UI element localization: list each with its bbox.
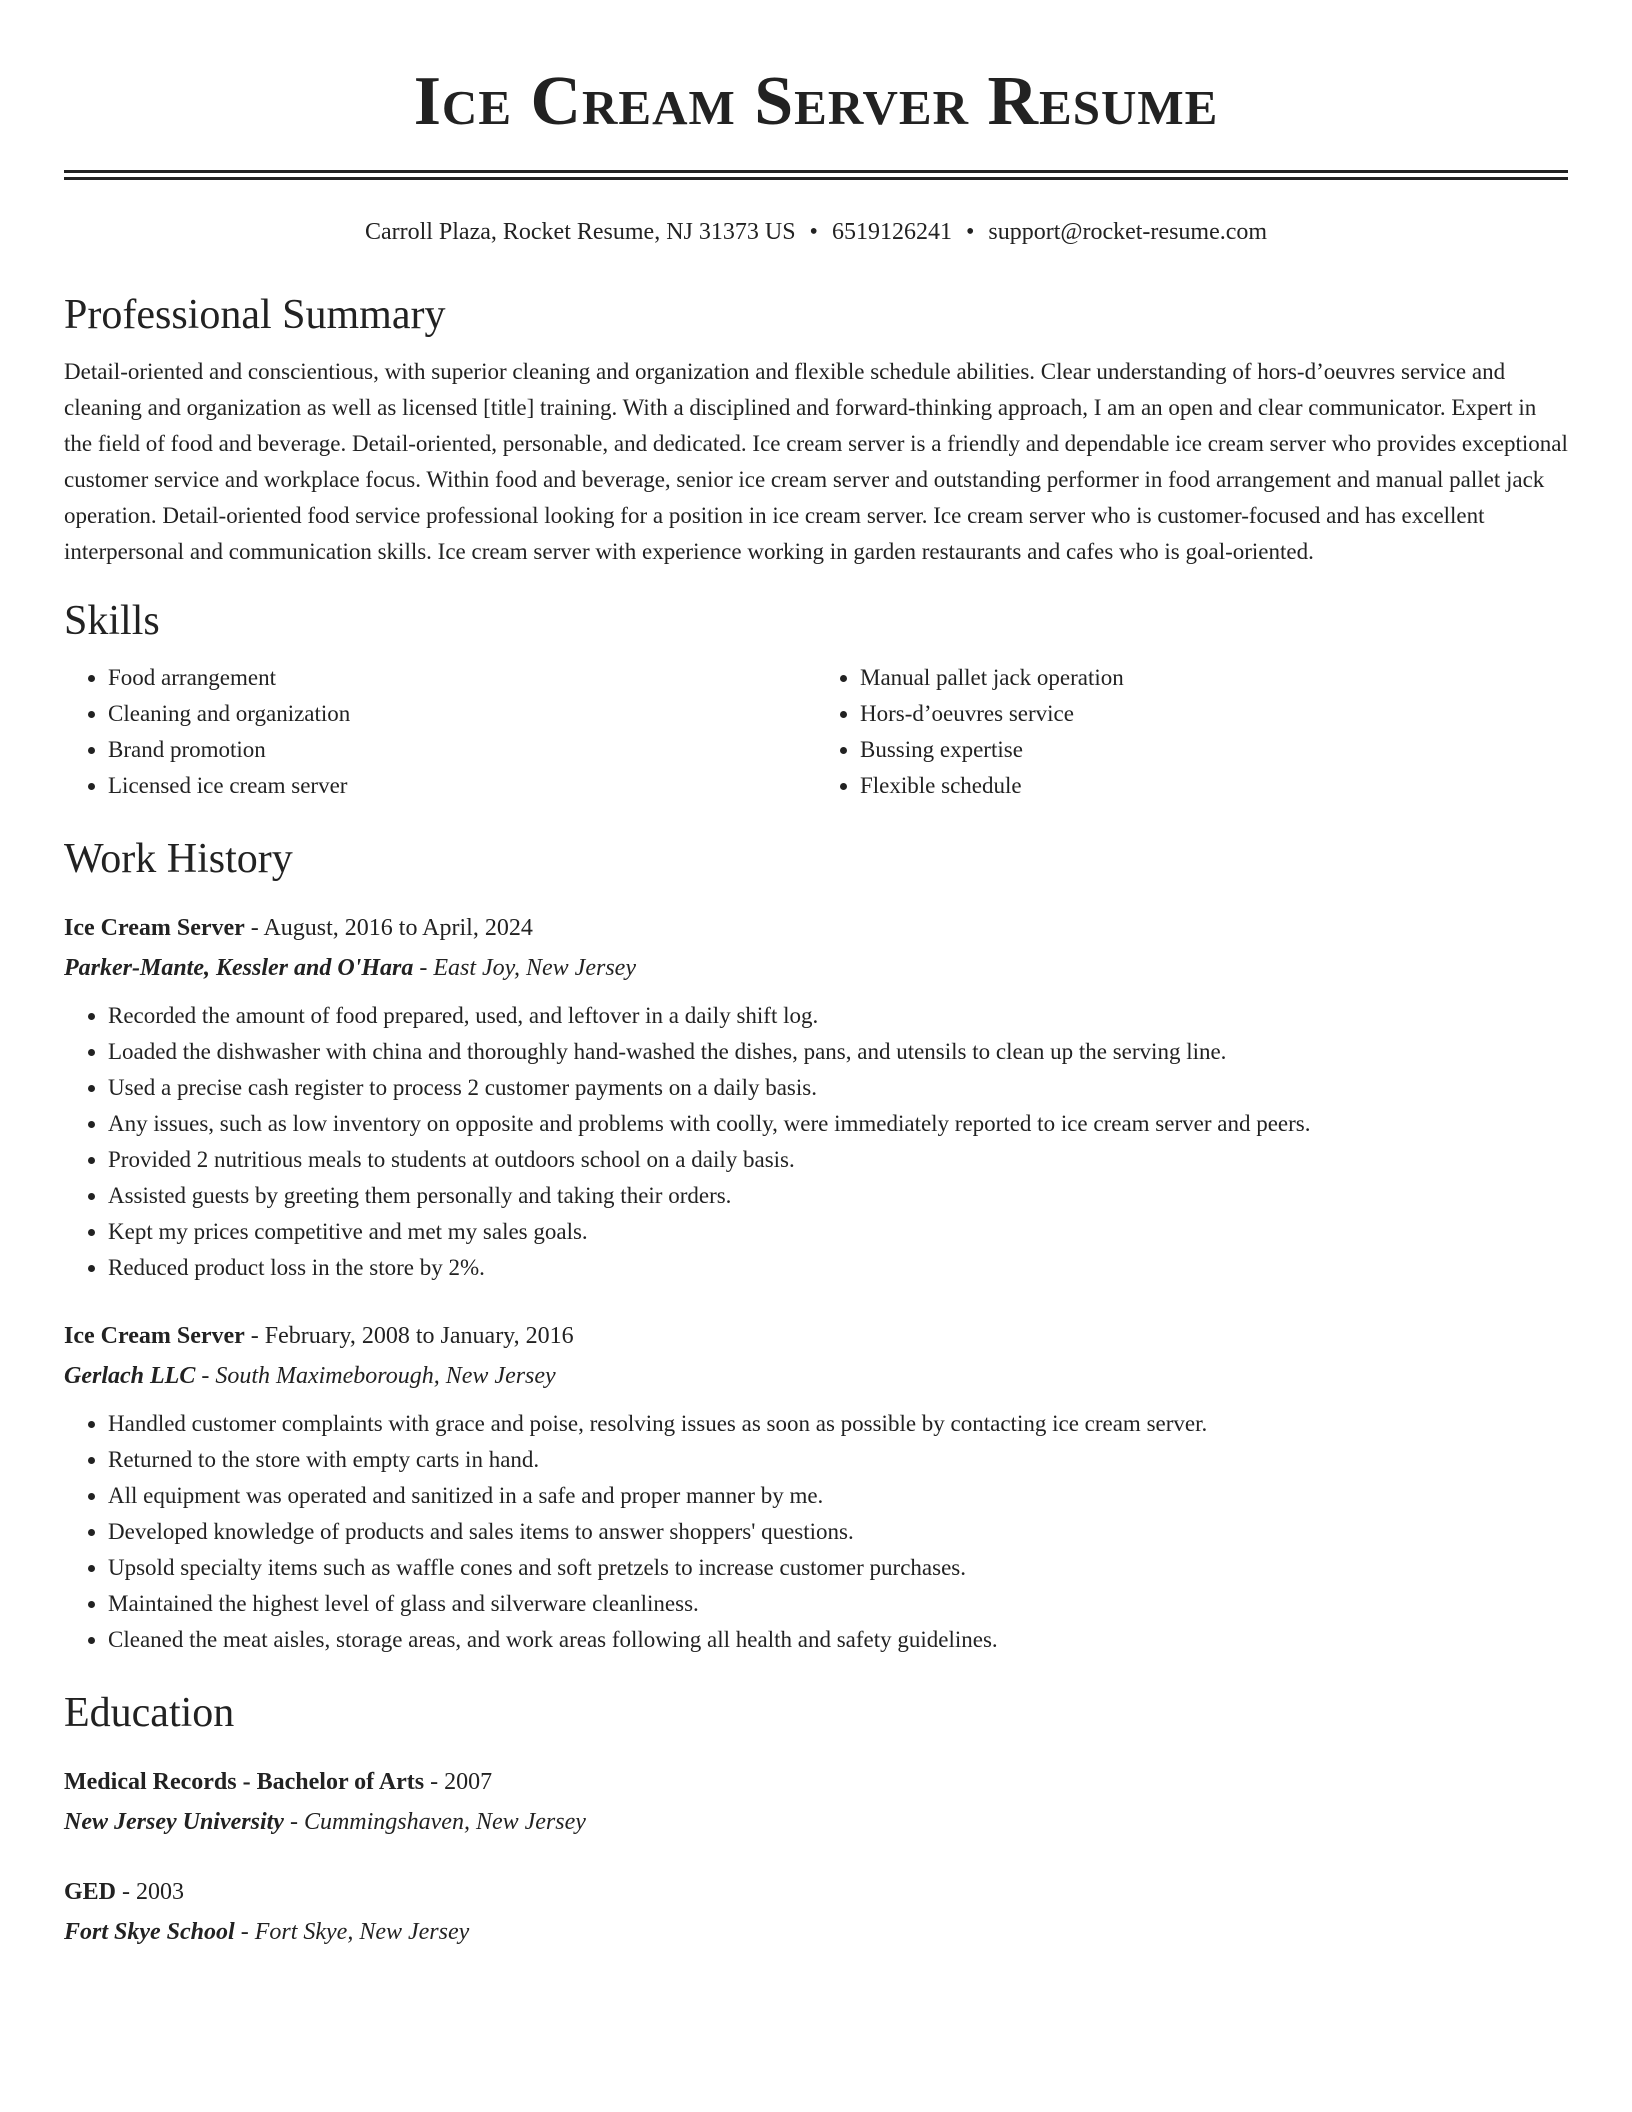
education-school-line: New Jersey University - Cummingshaven, New Jersey [64,1809,586,1835]
skill-item: • Bussing expertise [860,732,1568,768]
work-history-heading: Work History [64,836,293,882]
skill-item: • Cleaning and organization [108,696,816,732]
skill-item: • Licensed ice cream server [108,768,816,804]
contact-phone[interactable]: 6519126241 [831,219,952,245]
job-company: Gerlach LLC [64,1363,196,1389]
education-degree-line: Medical Records - Bachelor of Arts - 2007 [64,1769,493,1795]
job-duty-item: • Kept my prices competitive and met my sales goals. [108,1214,1568,1250]
job-duty-item: • Upsold specialty items such as waffle cones and soft pretzels to increase customer purchases. [108,1550,1568,1586]
summary-section [64,286,1568,570]
job-duty-item: • All equipment was operated and sanitized in a safe and proper manner by me. [108,1478,1568,1514]
education-degree-line: GED - 2003 [64,1879,185,1905]
bullet-separator: • [809,219,818,245]
education-year: 2007 [444,1769,493,1795]
skill-item: • Food arrangement [108,660,816,696]
education-school: Fort Skye School [64,1919,235,1945]
job-duty-item: • Maintained the highest level of glass and silverware cleanliness. [108,1586,1568,1622]
job-duty-item: • Developed knowledge of products and sales items to answer shoppers' questions. [108,1514,1568,1550]
job-title-line: Ice Cream Server - February, 2008 to January, 2016 [64,1323,574,1349]
education-location: Fort Skye, New Jersey [254,1919,470,1945]
job-entry [64,908,1568,1286]
summary-heading: Professional Summary [64,292,446,338]
job-title: Ice Cream Server [64,1323,245,1349]
job-location: East Joy, New Jersey [433,955,636,981]
skill-item: • Brand promotion [108,732,816,768]
job-entry [64,1316,1568,1658]
job-dates: February, 2008 to January, 2016 [264,1323,574,1349]
skill-item: • Hors-d’oeuvres service [860,696,1568,732]
bullet-separator: • [965,219,975,245]
education-entry [64,1872,1568,1952]
skills-section [64,592,1568,804]
skills-grid [64,660,1568,804]
job-duty-item: • Used a precise cash register to process 2 customer payments on a daily basis. [108,1070,1568,1106]
job-company: Parker-Mante, Kessler and O'Hara [64,955,414,981]
job-company-line: Parker-Mante, Kessler and O'Hara - East Joy, New Jersey [64,955,636,981]
job-duty-item: • Cleaned the meat aisles, storage areas, and work areas following all health and safety guidelines. [108,1622,1568,1658]
education-section [64,1684,1568,1952]
job-duty-item: • Loaded the dishwasher with china and thoroughly hand-washed the dishes, pans, and utensils to clean up the serving line. [108,1034,1568,1070]
title-double-rule [64,170,1568,180]
contact-email[interactable]: support@rocket-resume.com [988,219,1268,245]
job-title: Ice Cream Server [64,915,245,941]
education-degree: Medical Records - Bachelor of Arts [64,1769,425,1795]
work-history-section [64,830,1568,1658]
education-heading: Education [64,1690,235,1736]
job-duty-item: • Provided 2 nutritious meals to students at outdoors school on a daily basis. [108,1142,1568,1178]
contact-line [64,216,1568,248]
job-duty-item: • Handled customer complaints with grace and poise, resolving issues as soon as possible by contacting ice cream server. [108,1406,1568,1442]
skill-item: • Flexible schedule [860,768,1568,804]
job-duties-list [64,1406,1568,1658]
job-company-line: Gerlach LLC - South Maximeborough, New Jersey [64,1363,556,1389]
education-school: New Jersey University [64,1809,284,1835]
skills-list-right [816,660,1568,804]
job-duty-item: • Reduced product loss in the store by 2%. [108,1250,1568,1286]
skill-item: • Manual pallet jack operation [860,660,1568,696]
contact-address: Carroll Plaza, Rocket Resume, NJ 31373 US [364,219,796,245]
job-title-line: Ice Cream Server - August, 2016 to April, 2024 [64,915,533,941]
education-school-line: Fort Skye School - Fort Skye, New Jersey [64,1919,470,1945]
job-duties-list [64,998,1568,1286]
resume-title: Ice Cream Server Resume [413,63,1219,140]
education-entry [64,1762,1568,1842]
job-dates: August, 2016 to April, 2024 [263,915,533,941]
job-duty-item: • Recorded the amount of food prepared, used, and leftover in a daily shift log. [108,998,1568,1034]
job-location: South Maximeborough, New Jersey [215,1363,556,1389]
job-duty-item: • Any issues, such as low inventory on opposite and problems with coolly, were immediately reported to ice cream server and peers. [108,1106,1568,1142]
education-year: 2003 [136,1879,185,1905]
education-degree: GED [64,1879,117,1905]
skills-heading: Skills [64,598,160,644]
skills-list-left [64,660,816,804]
education-location: Cummingshaven, New Jersey [303,1809,586,1835]
job-duty-item: • Assisted guests by greeting them personally and taking their orders. [108,1178,1568,1214]
job-duty-item: • Returned to the store with empty carts in hand. [108,1442,1568,1478]
summary-text: Detail-oriented and conscientious, with superior cleaning and organization and flexible schedule abilities. Clear understanding of hors-d’oeuvres service and cleaning and organization as well as licensed [title] training. With a disciplined and forward-thinking approach, I am an open and clear communicator. Expert in the field of food and beverage. Detail-oriented, personable, and dedicated. Ice cream server is a friendly and dependable ice cream server who provides exceptional customer service and workplace focus. Within food and beverage, senior ice cream server and outstanding performer in food arrangement and manual pallet jack operation. Detail-oriented food service professional looking for a position in ice cream server. Ice cream server who is customer-focused and has excellent interpersonal and communication skills. Ice cream server with experience working in garden restaurants and cafes who is goal-oriented. [64,359,1568,564]
